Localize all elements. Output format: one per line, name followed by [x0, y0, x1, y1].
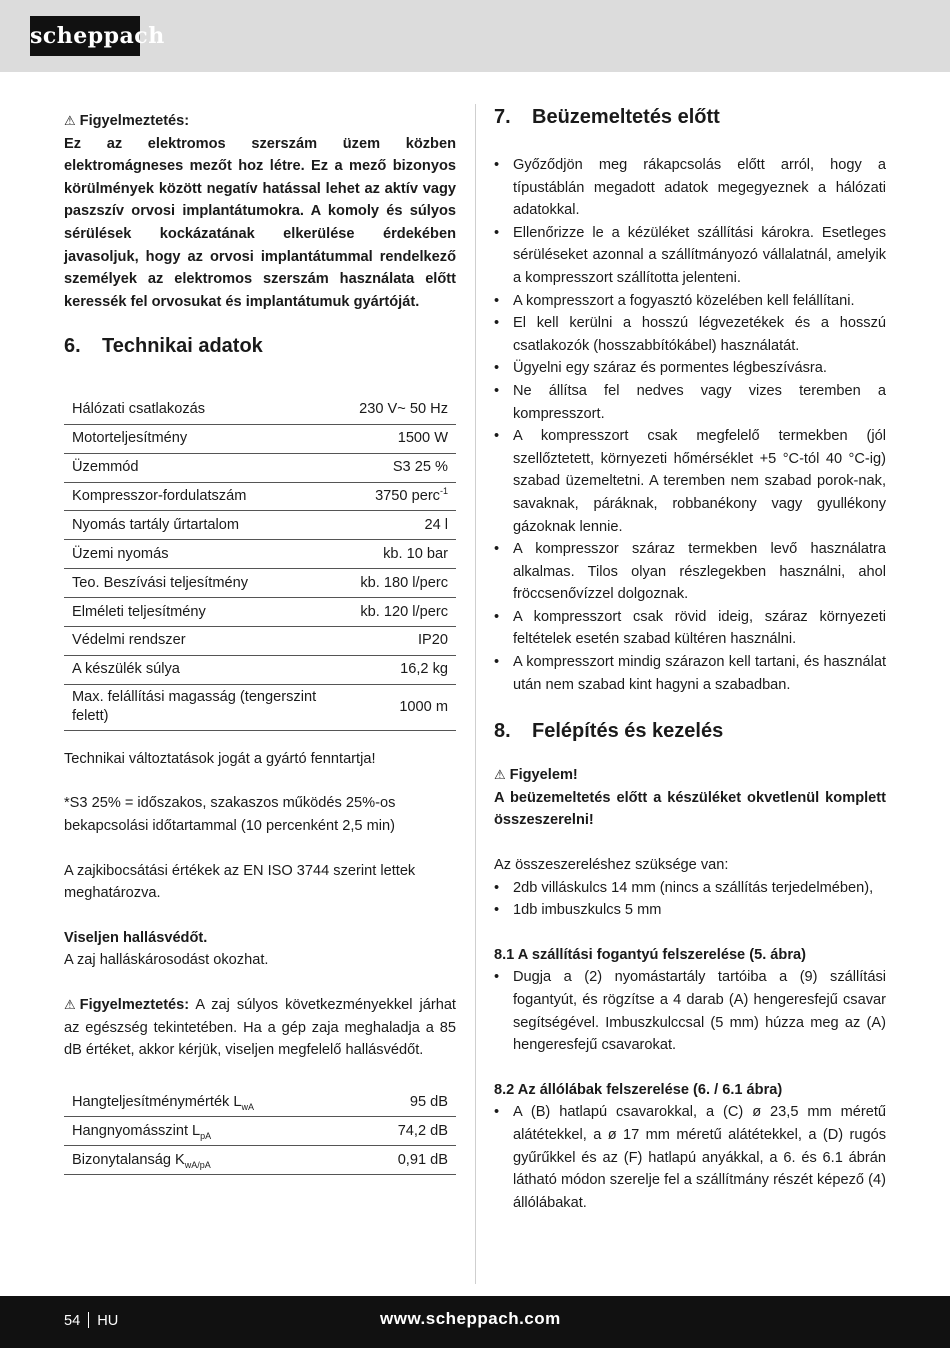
attention-text: A beüzemeltetés előtt a készüléket okvetlenül komplett összeszerelni!	[494, 789, 886, 829]
top-bar	[0, 0, 950, 72]
assembly-tools-list	[494, 877, 886, 922]
warning-triangle-icon: ⚠	[64, 113, 76, 128]
tech-row	[64, 540, 456, 569]
tech-row	[64, 598, 456, 627]
list-item: • Győződjön meg rákapcsolás előtt arról, hogy a típustáblán megadott adatok megegyeznek a hálózati adatokkal.	[494, 154, 886, 222]
tech-label: Elméleti teljesítmény	[72, 603, 206, 620]
noise-warning-text: A zaj súlyos következményekkel járhat az egészség tekintetében. Ha a gép zaja meghaladja a 85 dB értéket, akkor kérjük, viseljen megfelelő hallásvédőt.	[64, 996, 456, 1059]
page-indicator	[64, 1310, 118, 1333]
tech-label: Teo. Beszívási teljesítmény	[72, 574, 249, 591]
noise-warning-title: Figyelmeztetés:	[79, 996, 190, 1013]
tech-value	[351, 655, 456, 684]
page-number: 54	[64, 1313, 81, 1329]
tech-label: Üzemi nyomás	[72, 545, 169, 562]
list-item: • Ellenőrizze le a kézüléket szállítási károkra. Esetleges sérüléseket azonnal a szállítmányozó vállalatnál, amelyik a kompresszort szállította jelenteni.	[494, 222, 886, 290]
noise-value: 95 dB	[409, 1093, 448, 1110]
tech-value	[351, 684, 456, 730]
section-number: 6.	[64, 335, 81, 358]
tech-value-text: kb. 180 l/perc	[360, 574, 448, 591]
list-item: • El kell kerülni a hosszú légvezetékek és a hosszú csatlakozók (hosszabbítókábel) használatát.	[494, 312, 886, 357]
tech-row	[64, 626, 456, 655]
tech-row	[64, 453, 456, 482]
section-6-heading	[64, 333, 456, 359]
noise-value: 74,2 dB	[397, 1122, 448, 1139]
tech-row	[64, 511, 456, 540]
hearing-protection-text: A zaj halláskárosodást okozhat.	[64, 952, 269, 969]
tech-value	[351, 626, 456, 655]
tech-label: Motorteljesítmény	[72, 430, 188, 447]
noise-row	[64, 1146, 456, 1175]
column-divider	[475, 104, 476, 1284]
footer-bar	[0, 1296, 950, 1348]
tech-value-text: 24 l	[424, 516, 448, 533]
tech-row	[64, 655, 456, 684]
section-title: Technikai adatok	[102, 335, 263, 358]
tech-row	[64, 684, 456, 730]
noise-label-subscript: pA	[200, 1130, 212, 1141]
tech-label: Kompresszor-fordulatszám	[72, 487, 247, 504]
noise-warning	[64, 994, 456, 1062]
page-separator	[88, 1312, 89, 1328]
noise-table	[64, 1088, 456, 1176]
noise-standard-note: A zajkibocsátási értékek az EN ISO 3744 szerint lettek meghatározva.	[64, 862, 416, 902]
tech-row	[64, 424, 456, 453]
website-url: www.scheppach.com	[380, 1309, 561, 1328]
list-item: • Ne állítsa fel nedves vagy vizes teremben a kompresszort.	[494, 380, 886, 425]
left-column	[64, 110, 456, 1175]
tech-value	[351, 395, 456, 424]
list-item: • A kompresszort csak megfelelő termekben (jól szellőztetett, környezeti hőmérséklet +5 °C-tól 40 °C-ig) szabad üzemeltetni. A teremben nem szabad porok-nak, savaknak, páráknak, robbanékony vagy gyullékony gázoknak lennie.	[494, 425, 886, 538]
tech-value-text: 1000 m	[399, 698, 448, 715]
tech-value-text: 3750 perc	[375, 487, 440, 504]
tech-row	[64, 482, 456, 511]
tech-row	[64, 569, 456, 598]
tech-label: Max. felállítási magasság (tengerszint felett)	[72, 689, 317, 725]
attention-heading	[494, 764, 886, 787]
section-7-list	[494, 154, 886, 696]
hearing-protection-title: Viseljen hallásvédőt.	[64, 929, 208, 946]
tech-value-text: 16,2 kg	[400, 661, 448, 678]
tech-value	[351, 482, 456, 511]
list-item: • A kompresszort mindig szárazon kell tartani, és használat után nem szabad kint hagyni a szabadban.	[494, 651, 886, 696]
noise-label-subscript: wA	[241, 1101, 255, 1112]
attention-title: Figyelem!	[509, 767, 578, 784]
list-item: • 1db imbuszkulcs 5 mm	[494, 899, 886, 922]
tech-label: Védelmi rendszer	[72, 632, 186, 649]
section-8-heading	[494, 718, 886, 744]
warning-triangle-icon: ⚠	[494, 767, 506, 783]
noise-label-text: Bizonytalanság K	[72, 1151, 185, 1168]
list-item: • A kompresszort a fogyasztó közelében kell felállítani.	[494, 290, 886, 313]
tech-value-text: kb. 120 l/perc	[360, 603, 448, 620]
noise-label	[64, 1146, 358, 1175]
subsection-8-2-title: 8.2 Az állólábak felszerelése (6. / 6.1 ábra)	[494, 1081, 783, 1098]
tech-value-text: 230 V~ 50 Hz	[359, 401, 448, 418]
tech-label: Hálózati csatlakozás	[72, 401, 206, 418]
noise-label	[64, 1117, 358, 1146]
subsection-8-1-title: 8.1 A szállítási fogantyú felszerelése (5. ábra)	[494, 946, 806, 963]
list-item: • A kompresszort csak rövid ideig, száraz környezeti feltételek esetén szabad kültéren használni.	[494, 606, 886, 651]
tech-value-text: 1500 W	[397, 430, 448, 447]
tech-value	[351, 511, 456, 540]
noise-row	[64, 1117, 456, 1146]
warning-heading	[64, 110, 456, 133]
tech-row	[64, 395, 456, 424]
section-number: 7.	[494, 106, 511, 128]
tech-value	[351, 540, 456, 569]
section-title: Felépítés és kezelés	[532, 720, 724, 743]
list-item: • 2db villáskulcs 14 mm (nincs a szállítás terjedelmében),	[494, 877, 886, 900]
tech-value-text: kb. 10 bar	[383, 545, 448, 562]
warning-title: Figyelmeztetés:	[79, 113, 190, 129]
warning-triangle-icon: ⚠	[64, 996, 76, 1012]
tech-value	[351, 424, 456, 453]
tech-value-text: IP20	[417, 632, 448, 649]
list-item: • Dugja a (2) nyomástartály tartóiba a (9) szállítási fogantyút, és rögzítse a 4 darab (A) hengeresfejű csavar segítségével. Imbuszkulccsal (5 mm) húzza meg az (A) hengeresfejű csavarokat.	[494, 966, 886, 1056]
tech-value	[351, 569, 456, 598]
list-item: • A kompresszor száraz termekben levő használatra alkalmas. Tilos olyan részlegekben használni, ahol fröccsenővízzel dolgoznak.	[494, 538, 886, 606]
section-title: Beüzemeltetés előtt	[532, 106, 720, 128]
tech-value	[351, 598, 456, 627]
technical-changes-note: Technikai változtatások jogát a gyártó fenntartja!	[64, 750, 376, 767]
noise-value: 0,91 dB	[397, 1151, 448, 1168]
noise-label-text: Hangnyomásszint L	[72, 1122, 201, 1139]
right-column	[494, 104, 886, 1214]
scheppach-logo: scheppach	[30, 16, 140, 56]
noise-row	[64, 1088, 456, 1117]
noise-label-text: Hangteljesítménymérték L	[72, 1093, 242, 1110]
section-7-heading	[494, 104, 886, 130]
emf-warning-text: Ez az elektromos szerszám üzem közben elektromágneses mezőt hoz létre. Ez a mező bizonyos körülmények között negatív hatással lehet az aktív vagy paszszív orvosi implantátumokra. A komoly és súlyos sérülések kockázatának elkerülése érdekében javasoljuk, hogy az orvosi implantátummal rendelkező személyek az elektromos szerszám használata előtt keressék fel orvosukat és implantátumuk gyártóját.	[64, 135, 456, 310]
language-code: HU	[97, 1313, 119, 1329]
noise-label-subscript: wA/pA	[184, 1159, 211, 1170]
tech-value	[351, 453, 456, 482]
assembly-intro: Az összeszereléshez szüksége van:	[494, 857, 729, 874]
subsection-8-2-list	[494, 1101, 886, 1214]
technical-data-table	[64, 395, 456, 730]
tech-label: A készülék súlya	[72, 661, 180, 678]
list-item: • Ügyelni egy száraz és pormentes légbeszívásra.	[494, 357, 886, 380]
s3-note: *S3 25% = időszakos, szakaszos működés 25%-os bekapcsolási időtartammal (10 percenként 2,5 min)	[64, 795, 396, 834]
noise-label	[64, 1088, 358, 1117]
unit-exponent: -1	[439, 486, 448, 497]
list-item: • A (B) hatlapú csavarokkal, a (C) ø 23,5 mm méretű alátétekkel, a ø 17 mm méretű alátétekkel, a (D) rugós gyűrűkkel és az (F) hatlapú anyákkal, a 6. és 6.1 ábrán látható módon szerelje fel a szállítmány részét képező (4) állólábakat.	[494, 1101, 886, 1214]
tech-label: Üzemmód	[72, 459, 139, 476]
section-number: 8.	[494, 720, 511, 743]
tech-value-text: S3 25 %	[392, 459, 448, 476]
tech-label: Nyomás tartály űrtartalom	[72, 516, 240, 533]
subsection-8-1-list	[494, 966, 886, 1056]
